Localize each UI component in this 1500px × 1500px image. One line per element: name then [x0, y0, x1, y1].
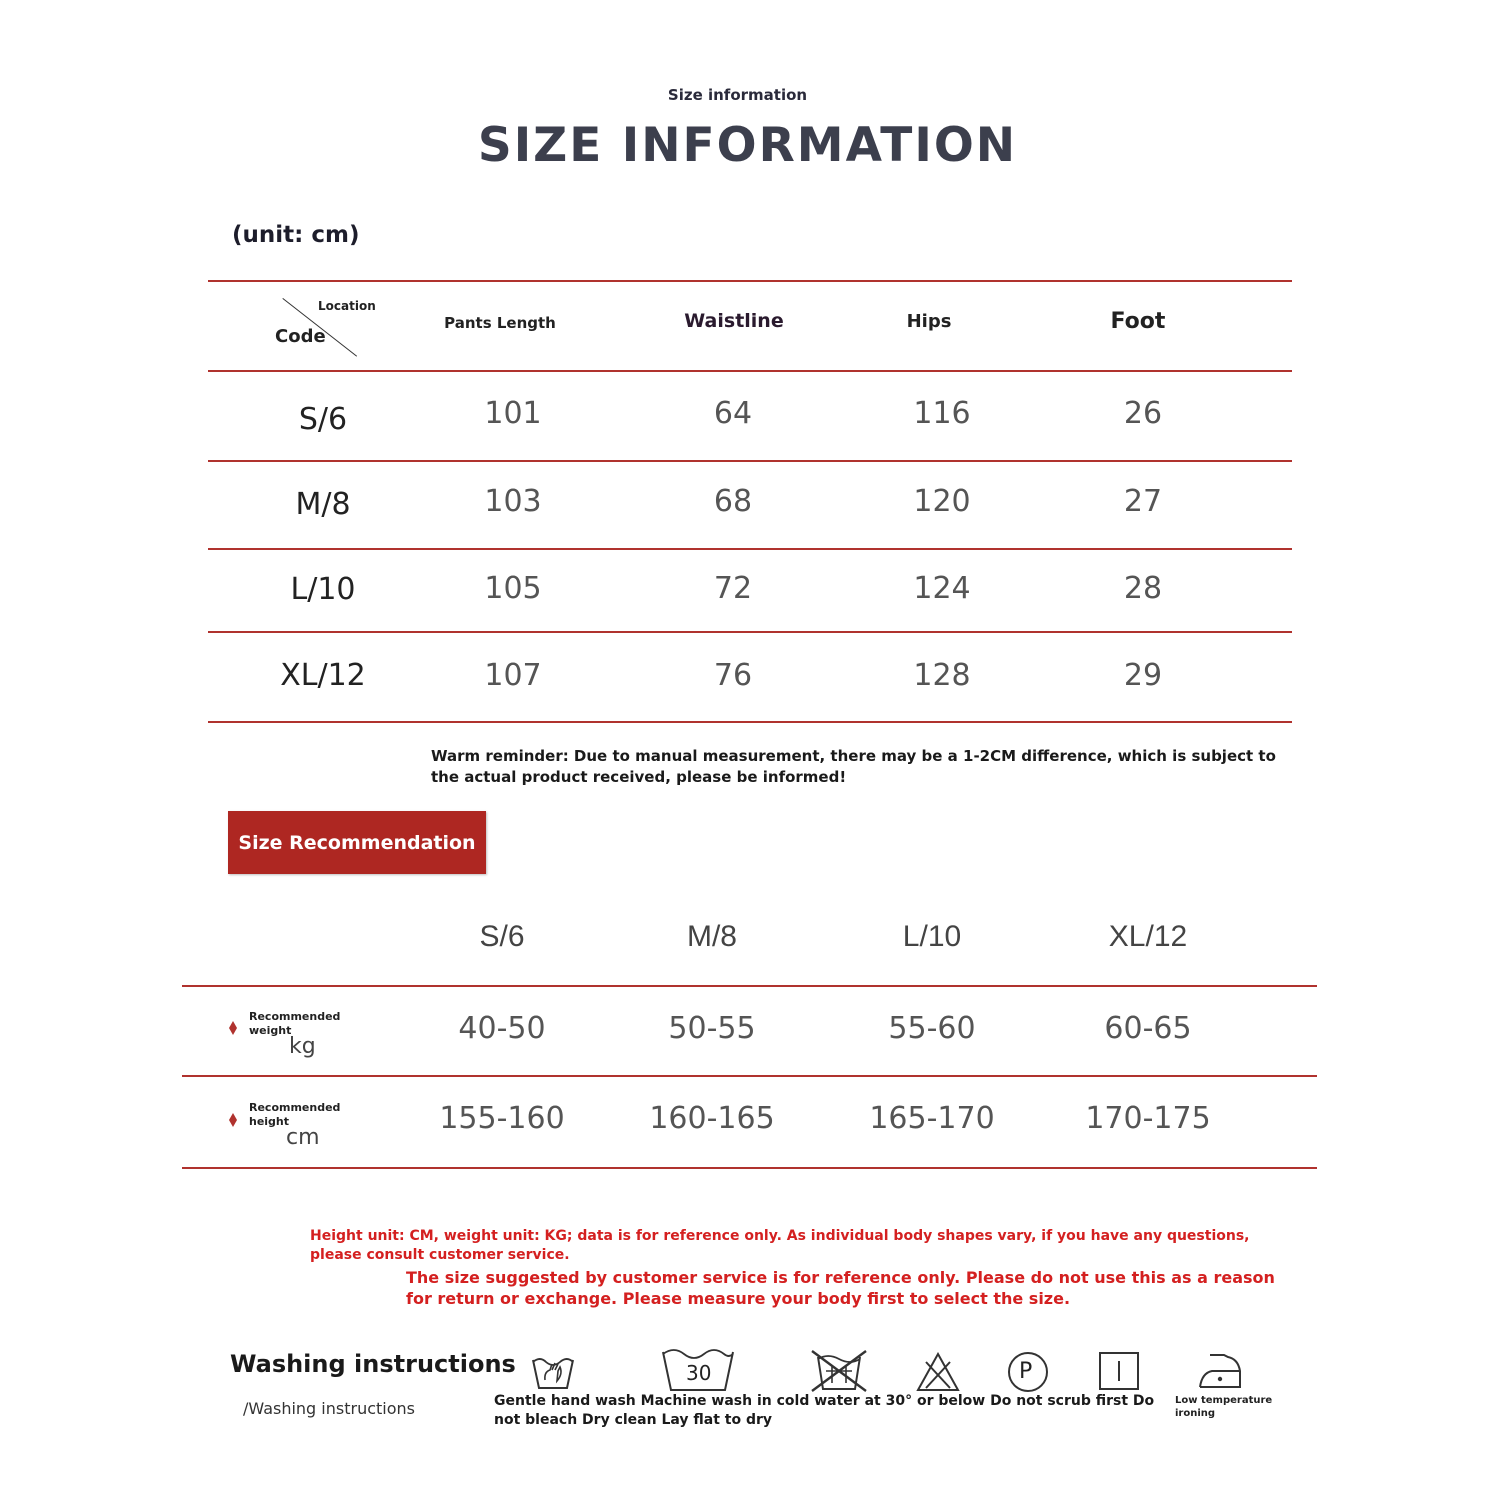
iron-instructions-text: Low temperature ironing — [1175, 1395, 1273, 1419]
height-value: 160-165 — [649, 1101, 775, 1136]
size-code: M/8 — [295, 487, 351, 522]
table-cell: 27 — [1123, 484, 1163, 519]
table-cell: 101 — [484, 396, 542, 431]
column-header-foot: Foot — [1110, 309, 1166, 334]
column-header-pants-length: Pants Length — [444, 314, 556, 332]
table-cell: 116 — [913, 396, 971, 431]
wash-temperature: 30 — [686, 1361, 712, 1385]
diamond-icon — [229, 1113, 237, 1127]
weight-unit: kg — [289, 1034, 316, 1059]
table-line — [208, 280, 1292, 282]
table-cell: 124 — [913, 571, 971, 606]
warm-reminder: Warm reminder: Due to manual measurement, there may be a 1-2CM difference, which is subject to the actual product received, please be informed! — [431, 747, 1276, 786]
table-cell: 103 — [484, 484, 542, 519]
rec-size-header: M/8 — [686, 920, 737, 953]
weight-value: 40-50 — [458, 1011, 546, 1046]
weight-row-label: Recommended weight — [249, 1010, 341, 1037]
corner-location-label: Location — [318, 299, 376, 313]
table-cell: 29 — [1123, 658, 1163, 693]
table-cell: 120 — [913, 484, 971, 519]
no-tumble-icon — [808, 1349, 870, 1393]
return-policy-note: The size suggested by customer service is for reference only. Please do not use this as a reason for return or exchange. Please measure your body first to select the size. — [406, 1268, 1275, 1308]
diamond-icon — [229, 1021, 237, 1035]
table-line — [208, 548, 1292, 550]
size-code: L/10 — [290, 572, 356, 607]
size-code: S/6 — [298, 402, 348, 437]
table-cell: 64 — [713, 396, 753, 431]
washing-title: Washing instructions — [230, 1350, 516, 1378]
dry-clean-letter: P — [1019, 1359, 1033, 1384]
table-line — [208, 631, 1292, 633]
table-line — [182, 1167, 1317, 1169]
rec-size-header: S/6 — [479, 920, 525, 953]
rec-size-header: XL/12 — [1108, 920, 1188, 953]
height-value: 155-160 — [439, 1101, 565, 1136]
size-recommendation-button[interactable]: Size Recommendation — [228, 811, 486, 874]
weight-value: 55-60 — [888, 1011, 976, 1046]
height-row-label: Recommended height — [249, 1101, 341, 1128]
unit-label: (unit: cm) — [232, 222, 360, 248]
table-line — [182, 985, 1317, 987]
height-unit: cm — [286, 1125, 320, 1150]
height-value: 165-170 — [869, 1101, 995, 1136]
table-line — [182, 1075, 1317, 1077]
size-code: XL/12 — [280, 658, 366, 693]
table-cell: 76 — [713, 658, 753, 693]
table-cell: 28 — [1123, 571, 1163, 606]
table-cell: 128 — [913, 658, 971, 693]
lay-flat-icon — [1098, 1351, 1140, 1391]
reference-note: Height unit: CM, weight unit: KG; data is for reference only. As individual body shapes vary, if you have any questions, please consult customer service. — [310, 1228, 1250, 1263]
column-header-hips: Hips — [906, 311, 952, 332]
low-iron-icon — [1196, 1351, 1244, 1391]
table-cell: 26 — [1123, 396, 1163, 431]
table-cell: 72 — [713, 571, 753, 606]
weight-value: 50-55 — [668, 1011, 756, 1046]
table-cell: 107 — [484, 658, 542, 693]
table-line — [208, 721, 1292, 723]
weight-value: 60-65 — [1104, 1011, 1192, 1046]
table-cell: 105 — [484, 571, 542, 606]
column-header-waistline: Waistline — [684, 310, 784, 332]
corner-code-label: Code — [275, 326, 326, 347]
washing-instructions-text: Gentle hand wash Machine wash in cold water at 30° or below Do not scrub first Do not bleach Dry clean Lay flat to dry — [494, 1393, 1155, 1428]
table-line — [208, 370, 1292, 372]
hand-wash-icon — [530, 1352, 576, 1392]
washing-subtitle: /Washing instructions — [243, 1399, 415, 1418]
no-bleach-icon — [916, 1352, 960, 1392]
table-cell: 68 — [713, 484, 753, 519]
page-title: SIZE INFORMATION — [477, 118, 1018, 173]
rec-size-header: L/10 — [902, 920, 962, 953]
small-title: Size information — [667, 86, 808, 104]
table-line — [208, 460, 1292, 462]
height-value: 170-175 — [1085, 1101, 1211, 1136]
